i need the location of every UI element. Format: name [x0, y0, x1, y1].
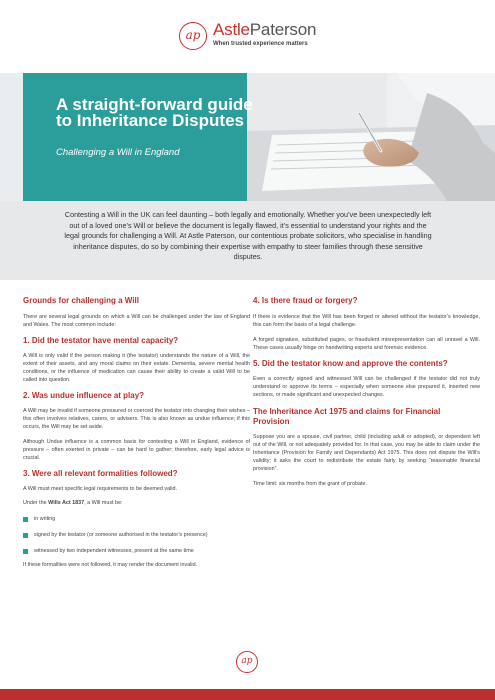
footer-logo-monogram: ap [241, 656, 253, 666]
hero-banner [0, 73, 495, 201]
logo-icon [179, 22, 207, 50]
wills-act-prefix: Under the [23, 500, 49, 506]
square-bullet-icon [23, 549, 28, 554]
heading-mental-capacity: 1. Did the testator have mental capacity? [23, 336, 179, 345]
list-item [23, 515, 250, 523]
heading-fraud: 4. Is there fraud or forgery? [253, 296, 358, 305]
paragraph-formalities-end: If these formalities were not followed, it may render the document invalid. [23, 562, 198, 568]
square-bullet-icon [23, 517, 28, 522]
paragraph-wills-act [23, 499, 250, 507]
formalities-list [23, 515, 250, 555]
heading-inheritance-act: The Inheritance Act 1975 and claims for Financial Provision [253, 407, 441, 426]
logo-monogram: ap [185, 28, 201, 42]
list-item [23, 531, 250, 539]
list-item-text: witnessed by two independent witnesses, present at the same time [34, 548, 194, 554]
left-column [23, 290, 250, 569]
brand-name-part2: Paterson [249, 20, 317, 39]
footer-bar [0, 689, 495, 700]
paragraph-know-approve: Even a correctly signed and witnessed Will can be challenged if the testator did not truly understand or approve its terms – especially when someone else prepared it, inserted new sections, or made significant and unexpected changes. [253, 376, 480, 398]
hand-writing-document-photo [247, 73, 495, 201]
right-column [253, 290, 480, 488]
footer-logo-icon [236, 651, 258, 673]
brand-name-part1: Astle [213, 20, 250, 39]
page-subtitle: Challenging a Will in England [56, 147, 180, 158]
paragraph-undue-influence-1: A Will may be invalid if someone pressured or coerced the testator into changing their wishes – this often involves relatives, carers, or advisers. This is also known as undue influence; if this occurs, the Will may be set aside. [23, 408, 250, 430]
paragraph-grounds: There are several legal grounds on which a Will can be challenged under the law of England and Wales. The most common include: [23, 314, 250, 328]
heading-undue-influence: 2. Was undue influence at play? [23, 391, 145, 400]
paragraph-fraud-1: If there is evidence that the Will has been forged or altered without the testator’s knowledge, this can form the basis of a legal challenge. [253, 314, 480, 328]
list-item [23, 547, 250, 555]
paragraph-inheritance-act: Suppose you are a spouse, civil partner, child (including adult or adopted), or dependent left out of the Will, or not adequately provided for. In that case, you may be able to claim under the Inheritance (Provision for Family and Dependants) Act 1975. This does not dispute the Will’s validity; it asks the court to redistribute the estate fairly by seeking “reasonable financial provision”. [253, 434, 480, 472]
wills-act-name: Wills Act 1837 [48, 500, 85, 506]
list-item-text: signed by the testator (or someone authorised in the testator’s presence) [34, 532, 208, 538]
intro-text: Contesting a Will in the UK can feel daunting – both legally and emotionally. Whether you’ve been unexpectedly left out of a loved one’s Will or believe the document is legally flawed, it’s essential to understand your rights and the legal grounds for challenging a Will. At Astle Paterson, our contentious probate solicitors, who specialise in handling inheritance disputes, do so by combining their expertise with empathy to steer families through these sensitive disputes. [64, 210, 432, 261]
wills-act-suffix: , a Will must be: [84, 500, 123, 506]
hero-photo-illustration [247, 73, 495, 201]
paragraph-undue-influence-2: Although Undue influence is a common basis for contesting a Will in England, evidence of pressure – often exerted in private – can be hard to gather; therefore, early legal advice is crucial. [23, 439, 250, 461]
hero-title-panel [23, 73, 247, 201]
square-bullet-icon [23, 533, 28, 538]
list-item-text: in writing [34, 516, 56, 522]
brand-tagline: When trusted experience matters [213, 41, 308, 47]
paragraph-time-limit: Time limit: six months from the grant of probate. [253, 481, 367, 487]
heading-formalities: 3. Were all relevant formalities followed? [23, 469, 178, 478]
brand-name [213, 20, 316, 39]
heading-grounds: Grounds for challenging a Will [23, 296, 139, 305]
heading-know-approve: 5. Did the testator know and approve the contents? [253, 359, 448, 368]
intro-section [0, 201, 495, 280]
paragraph-formalities: A Will must meet specific legal requirements to be deemed valid. [23, 486, 178, 492]
paragraph-mental-capacity: A Will is only valid if the person making it (the testator) understands the nature of a Will, the extent of their assets, and any moral claims on their estate. Dementia, severe mental health conditions, or the influence of medication can cause their ability to create a valid Will to be called into question. [23, 353, 250, 383]
page-title: A straight-forward guide to Inheritance Disputes [56, 95, 253, 130]
page-header [0, 0, 495, 62]
paragraph-fraud-2: A forged signature, substituted pages, or fraudulent misrepresentation can all unravel a Will. These cases usually hinge on handwriting experts and forensic evidence. [253, 337, 480, 351]
